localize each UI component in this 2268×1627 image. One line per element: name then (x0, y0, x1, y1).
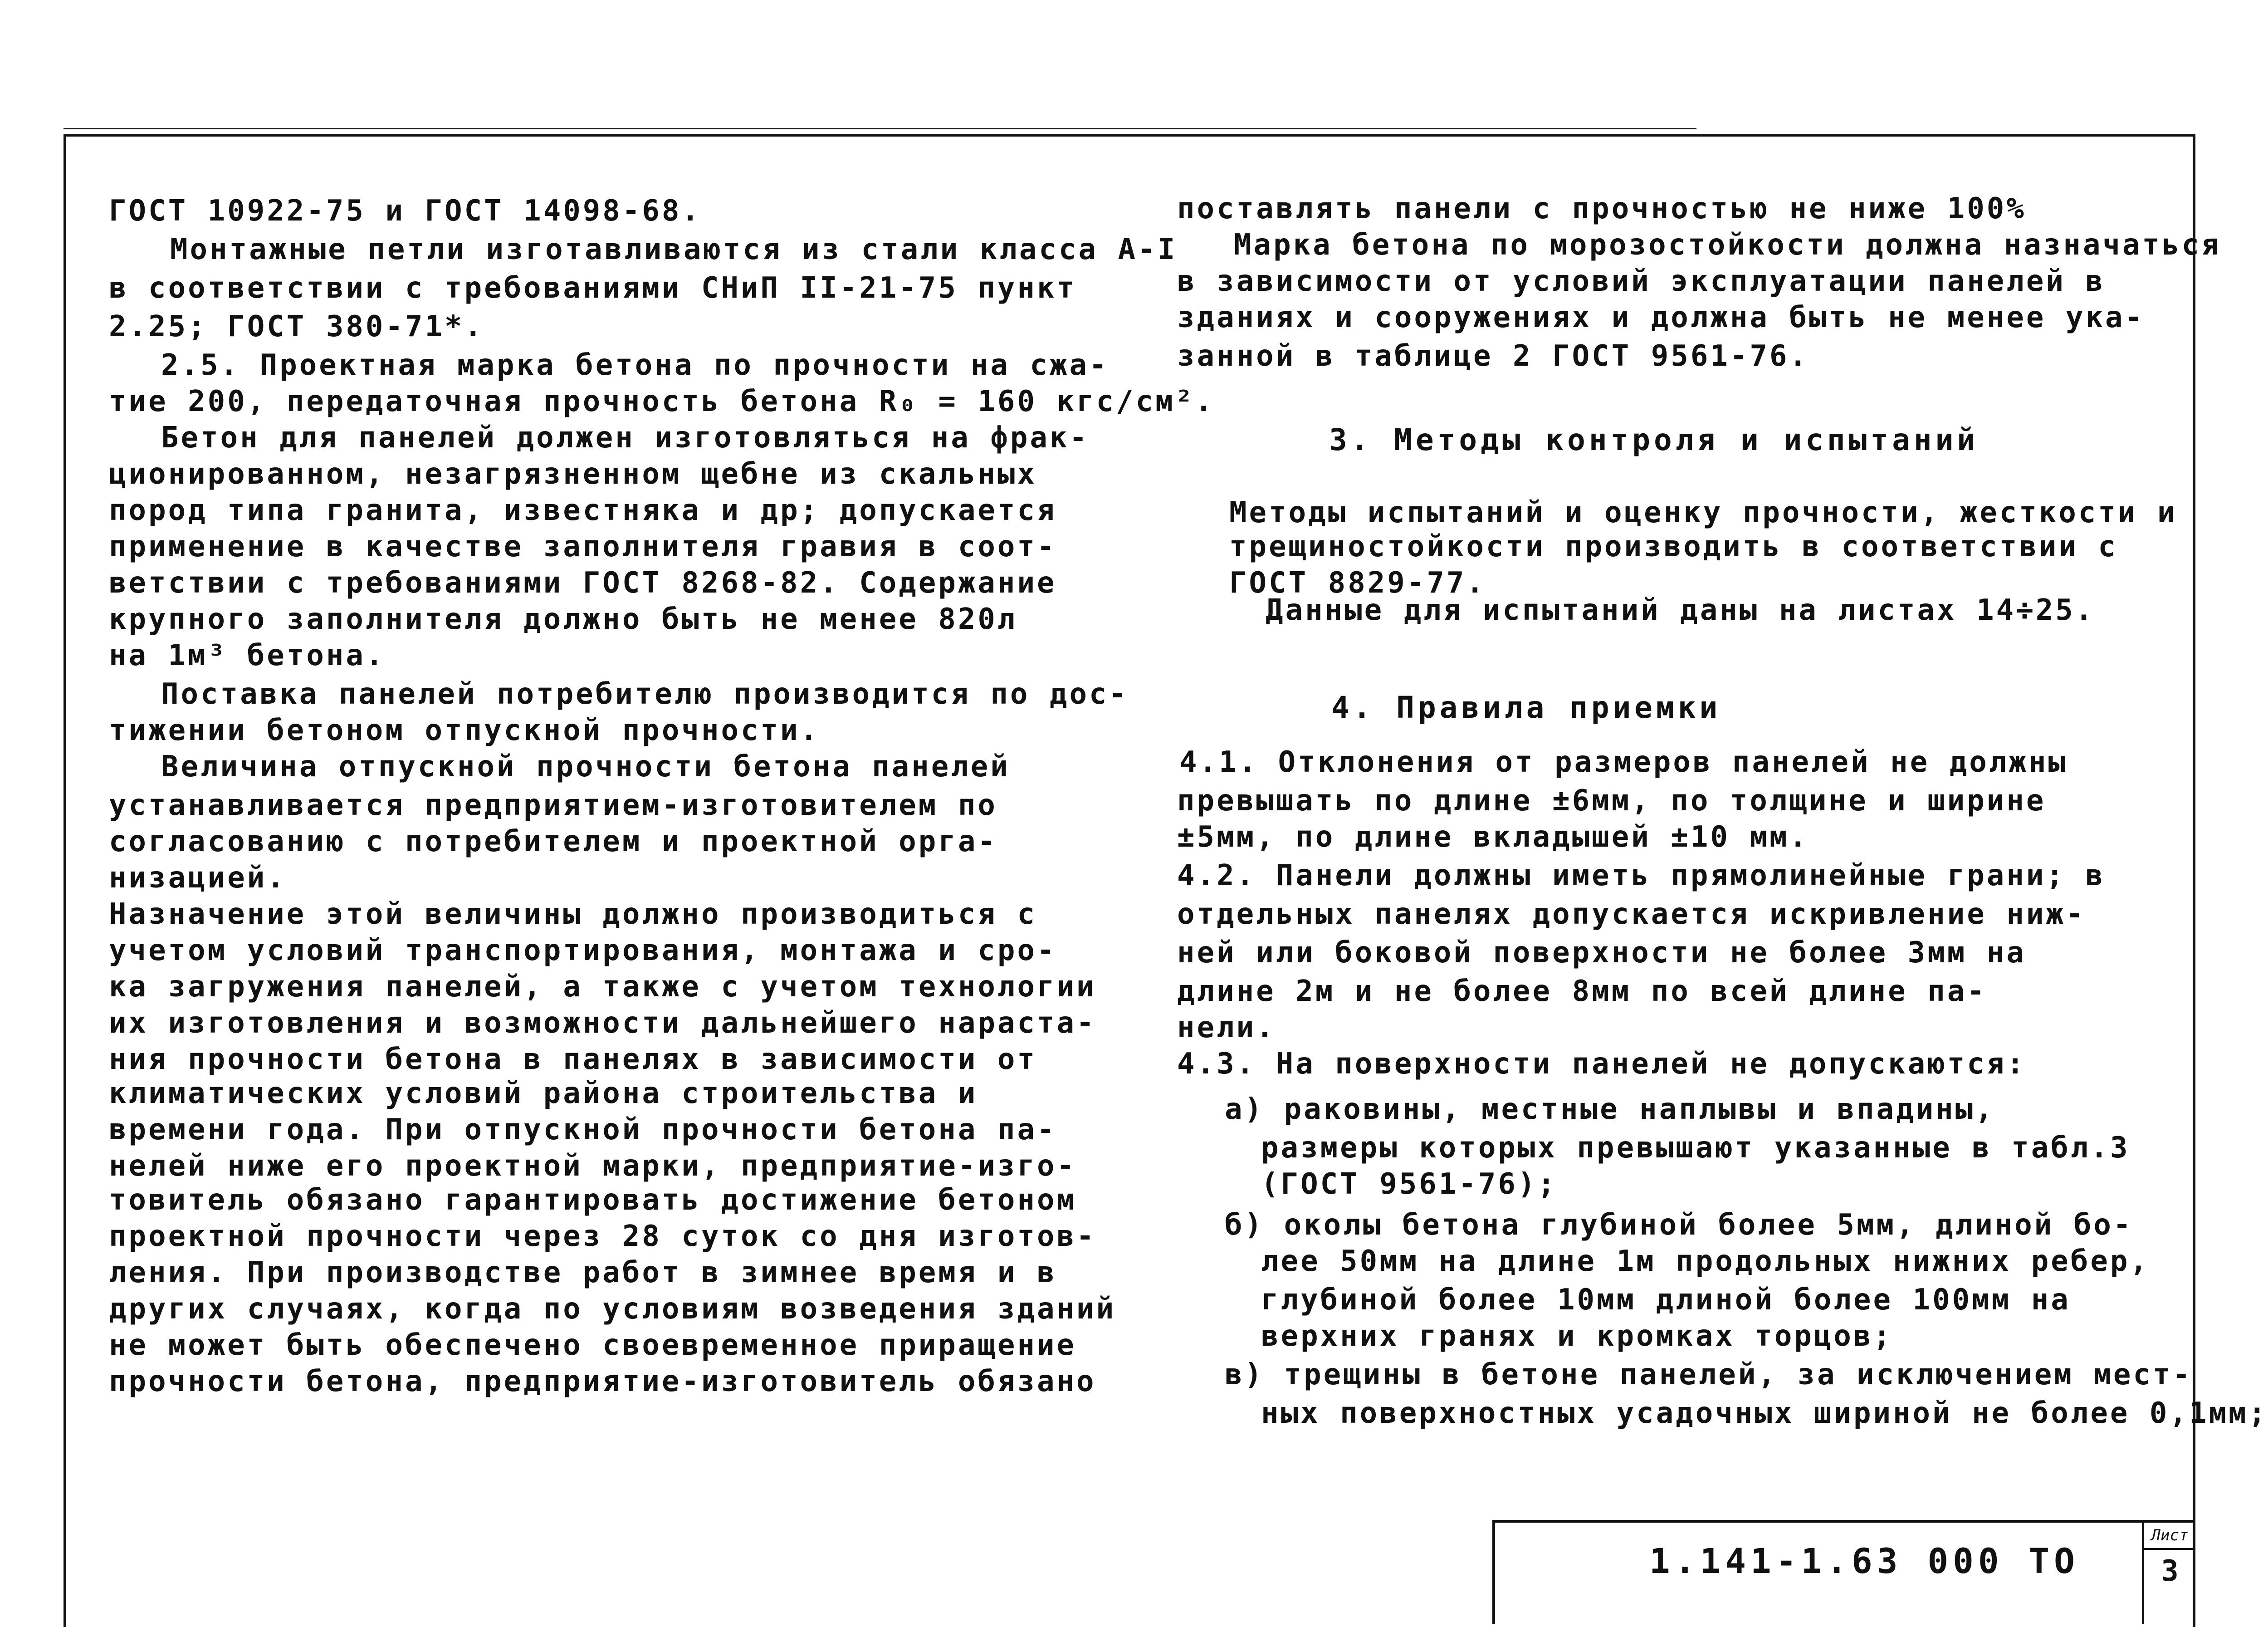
left-line: Величина отпускной прочности бетона панелей (161, 750, 1010, 784)
right-line: 4.3. На поверхности панелей не допускаются: (1177, 1047, 2026, 1081)
right-line: верхних гранях и кромках торцов; (1261, 1319, 1893, 1353)
right-line: нели. (1177, 1011, 1276, 1044)
left-line: на 1м³ бетона. (109, 639, 386, 672)
left-line: пород типа гранита, известняка и др; допускается (109, 494, 1057, 527)
title-block-stamp (1492, 1520, 2195, 1624)
section-3-title: 3. Методы контроля и испытаний (1329, 422, 1979, 457)
right-line: размеры которых превышают указанные в табл.3 (1261, 1131, 2130, 1165)
right-line: ней или боковой поверхности не более 3мм на (1177, 936, 2026, 970)
left-line: тие 200, передаточная прочность бетона R₀ = 160 кгс/см². (109, 385, 1215, 418)
right-line: ных поверхностных усадочных шириной не более 0,1мм; (1261, 1397, 2268, 1430)
right-line: трещиностойкости производить в соответствии с (1229, 530, 2118, 564)
right-line: глубиной более 10мм длиной более 100мм на (1261, 1283, 2071, 1317)
section-4-title: 4. Правила приемки (1331, 690, 1721, 725)
right-line: Данные для испытаний даны на листах 14÷25. (1266, 593, 2095, 627)
left-line: Бетон для панелей должен изготовляться на фрак- (161, 421, 1089, 455)
left-line: в соответствии с требованиями СНиП II-21-75 пункт (109, 271, 1077, 305)
left-line: времени года. При отпускной прочности бетона па- (109, 1113, 1057, 1147)
left-line: ка загружения панелей, а также с учетом технологии (109, 970, 1096, 1004)
sheet-number: 3 (2161, 1554, 2179, 1588)
sheet-label: Лист (2144, 1523, 2195, 1550)
left-line: ния прочности бетона в панелях в зависимости от (109, 1043, 1037, 1076)
left-line: других случаях, когда по условиям возведения зданий (109, 1292, 1116, 1326)
right-line: длине 2м и не более 8мм по всей длине па- (1177, 975, 1987, 1008)
right-line: занной в таблице 2 ГОСТ 9561-76. (1177, 339, 1809, 373)
right-line: 4.2. Панели должны иметь прямолинейные грани; в (1177, 859, 2105, 892)
left-line: товитель обязано гарантировать достижение бетоном (109, 1183, 1077, 1217)
left-line: ления. При производстве работ в зимнее время и в (109, 1256, 1057, 1289)
left-line: нелей ниже его проектной марки, предприятие-изго- (109, 1149, 1077, 1183)
right-line: ГОСТ 8829-77. (1229, 566, 1486, 600)
right-line: отдельных панелях допускается искривление ниж- (1177, 897, 2086, 931)
right-line: поставлять панели с прочностью не ниже 100% (1177, 192, 2026, 225)
left-line: Поставка панелей потребителю производится по дос- (161, 677, 1129, 711)
right-line: превышать по длине ±6мм, по толщине и ширине (1177, 784, 2046, 818)
right-line: в зависимости от условий эксплуатации панелей в (1177, 265, 2105, 298)
right-line: 4.1. Отклонения от размеров панелей не должны (1179, 745, 2068, 779)
left-line: климатических условий района строительства и (109, 1077, 978, 1110)
left-line: их изготовления и возможности дальнейшего нараста- (109, 1006, 1096, 1040)
left-line: Монтажные петли изготавливаются из стали класса А-I (170, 233, 1178, 266)
left-line: 2.25; ГОСТ 380-71*. (109, 310, 484, 343)
right-line: б) околы бетона глубиной более 5мм, длиной бо- (1225, 1208, 2133, 1242)
left-line: тижении бетоном отпускной прочности. (109, 714, 820, 747)
right-line: а) раковины, местные наплывы и впадины, (1225, 1093, 1995, 1126)
document-code: 1.141-1.63 000 ТО (1649, 1541, 2079, 1581)
right-line: в) трещины в бетоне панелей, за исключением мест- (1225, 1358, 2193, 1392)
left-line: согласованию с потребителем и проектной орга- (109, 825, 997, 858)
right-line: ±5мм, по длине вкладышей ±10 мм. (1177, 820, 1809, 854)
left-line: 2.5. Проектная марка бетона по прочности на сжа- (161, 348, 1109, 382)
left-line: устанавливается предприятием-изготовителем по (109, 789, 997, 822)
right-line: Марка бетона по морозостойкости должна назначаться (1234, 228, 2221, 262)
left-line: Назначение этой величины должно производиться с (109, 897, 1037, 931)
right-line: лее 50мм на длине 1м продольных нижних ребер, (1261, 1245, 2150, 1278)
left-line: ветствии с требованиями ГОСТ 8268-82. Содержание (109, 566, 1057, 600)
right-line: зданиях и сооружениях и должна быть не менее ука- (1177, 301, 2145, 334)
left-line: не может быть обеспечено своевременное приращение (109, 1328, 1077, 1362)
sheet-cell (2142, 1523, 2195, 1624)
left-line: низацией. (109, 861, 287, 895)
top-border-line (64, 128, 1696, 129)
right-line: Методы испытаний и оценку прочности, жесткости и (1229, 496, 2177, 529)
left-line: проектной прочности через 28 суток со дня изготов- (109, 1220, 1096, 1253)
left-line: прочности бетона, предприятие-изготовитель обязано (109, 1365, 1096, 1398)
left-line: ционированном, незагрязненном щебне из скальных (109, 457, 1037, 491)
left-line: крупного заполнителя должно быть не менее 820л (109, 603, 1017, 636)
right-line: (ГОСТ 9561-76); (1261, 1167, 1557, 1201)
left-line: учетом условий транспортирования, монтажа и сро- (109, 934, 1057, 967)
left-line: ГОСТ 10922-75 и ГОСТ 14098-68. (109, 194, 701, 228)
left-line: применение в качестве заполнителя гравия в соот- (109, 530, 1057, 564)
